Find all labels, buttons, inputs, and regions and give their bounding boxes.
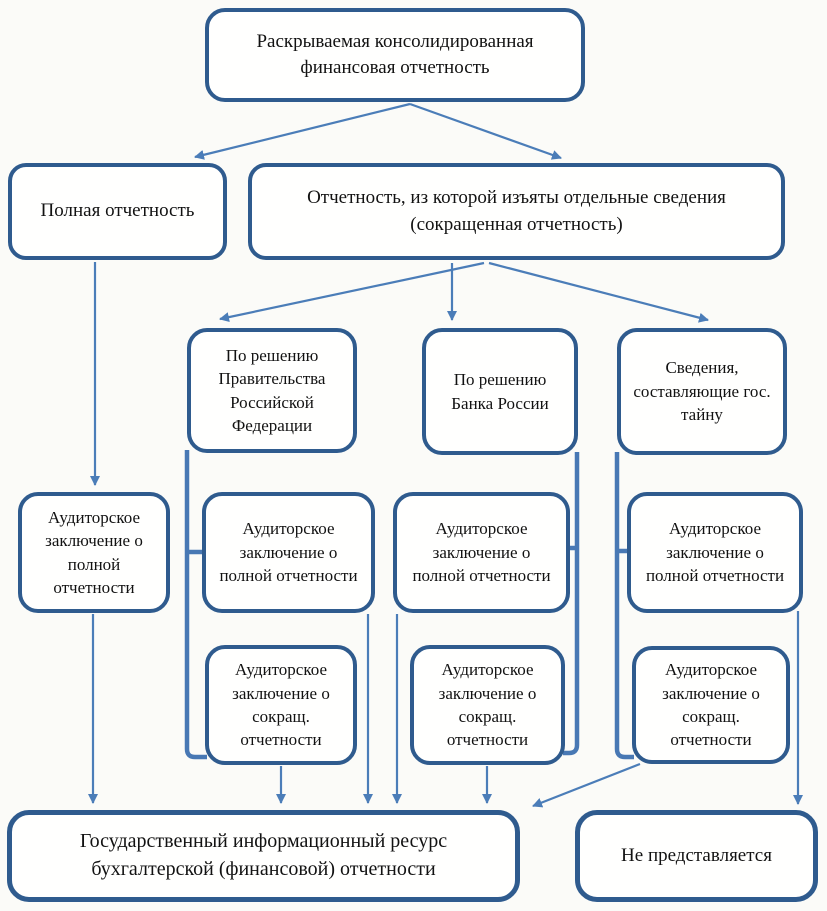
node-audit-reduced-2 xyxy=(410,645,565,765)
node-label: Аудиторское заключение о полной отчетности xyxy=(219,519,358,586)
node-label: Аудиторское заключение о полной отчетности xyxy=(645,519,785,586)
connector-audit-reduced-3-to-gir xyxy=(533,764,640,806)
node-label: Раскрываемая консолидированная финансовая отчетность xyxy=(256,30,534,78)
node-label: Полная отчетность xyxy=(40,200,195,222)
connector-root-to-reduced-report xyxy=(410,104,561,158)
node-not-submitted xyxy=(575,810,818,902)
connector-reduced-to-gov-decision xyxy=(220,263,484,319)
node-label: Аудиторское заключение о полной отчетности xyxy=(412,519,551,586)
connector-root-to-full-report xyxy=(195,104,410,157)
node-gir-resource xyxy=(7,810,520,902)
node-gov-decision xyxy=(187,328,357,453)
node-label: По решению Банка России xyxy=(451,370,549,413)
node-audit-reduced-3 xyxy=(632,646,790,764)
node-label: Аудиторское заключение о сокращ. отчетности xyxy=(662,660,760,750)
node-bank-decision xyxy=(422,328,578,455)
node-label: По решению Правительства Российской Федерации xyxy=(218,345,326,435)
node-root-disclosed-statements xyxy=(205,8,585,102)
node-audit-full-0 xyxy=(18,492,170,613)
node-label: Не представляется xyxy=(621,844,772,866)
node-audit-full-1 xyxy=(202,492,375,613)
node-audit-reduced-1 xyxy=(205,645,357,765)
node-label: Аудиторское заключение о сокращ. отчетности xyxy=(438,660,537,750)
node-label: Сведения, составляющие гос. тайну xyxy=(633,358,771,425)
node-audit-full-2 xyxy=(393,492,570,613)
node-state-secret xyxy=(617,328,787,455)
node-full-report xyxy=(8,163,227,260)
node-label: Аудиторское заключение о сокращ. отчетности xyxy=(232,660,330,750)
node-label: Аудиторское заключение о полной отчетности xyxy=(45,507,143,597)
node-reduced-report xyxy=(248,163,785,260)
node-audit-full-3 xyxy=(627,492,803,613)
node-label: Отчетность, из которой изъяты отдельные сведения (сокращенная отчетность) xyxy=(307,187,726,235)
node-label: Государственный информационный ресурс бухгалтерской (финансовой) отчетности xyxy=(79,830,448,880)
connector-reduced-to-state-secret xyxy=(489,263,708,320)
